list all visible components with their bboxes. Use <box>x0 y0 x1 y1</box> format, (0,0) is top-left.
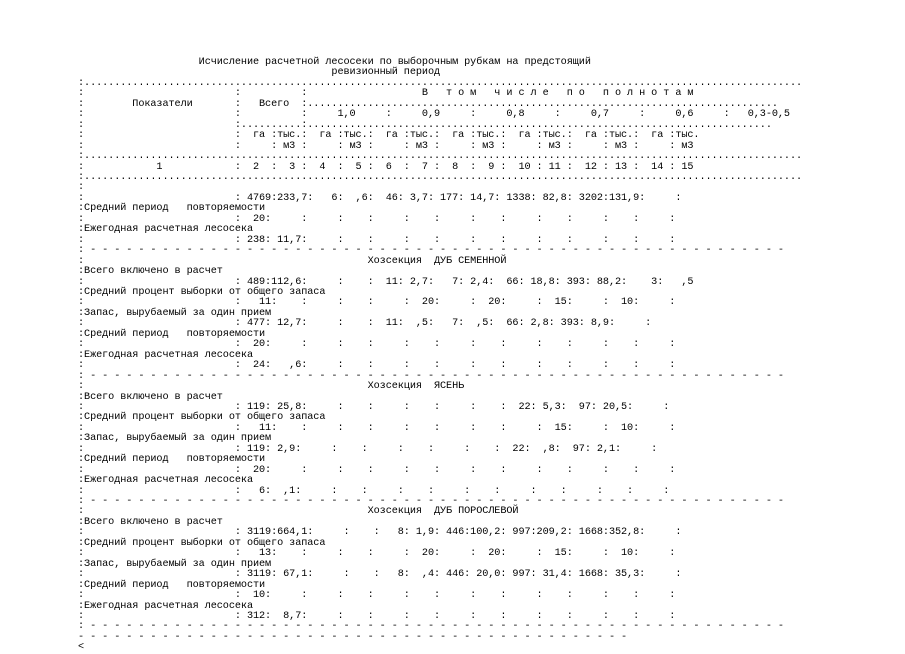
report-line: : : га :тыс.: га :тыс.: га :тыс.: га :тыс.: га :тыс.: га :тыс.: га :тыс. <box>78 130 700 142</box>
report-line: :Всего включено в расчет <box>78 516 223 528</box>
report-line: :....................................................................................................................... <box>78 171 803 183</box>
report-line: :Средний процент выборки от общего запаса <box>78 412 326 424</box>
report-line: Исчисление расчетной лесосеки по выборочным рубкам на предстоящий <box>78 57 591 68</box>
report-line: : : 312: 8,7: : : : : : : : : : : : <box>78 611 676 623</box>
report-line: : <box>78 182 85 194</box>
report-line: : : 4769:233,7: 6: ,6: 46: 3,7: 177: 14,7: 1338: 82,8: 3202:131,9: : <box>78 192 682 204</box>
report-line: :Запас, вырубаемый за один прием <box>78 433 272 445</box>
report-line: :Средний период повторяемости <box>78 579 266 591</box>
report-line: : : 238: 11,7: : : : : : : : : : : : <box>78 234 676 246</box>
report-line: :....................................................................................................................... <box>78 151 803 163</box>
report-line: :Ежегодная расчетная лесосека <box>78 600 253 612</box>
report-line: :Ежегодная расчетная лесосека <box>78 224 253 236</box>
report-line: : : 489:112,6: : : 11: 2,7: 7: 2,4: 66: 18,8: 393: 88,2: 3: ,5 <box>78 276 694 288</box>
report-line: : Хозсекция ДУБ СЕМЕННОЙ <box>78 255 507 267</box>
report-line: : : 11: : : : : 20: : 20: : 15: : 10: : <box>78 297 676 309</box>
report-line: :Запас, вырубаемый за один прием <box>78 558 272 570</box>
report-line: : - - - - - - - - - - - - - - - - - - - - - - - - - - - - - - - - - - - - - - - - - - - - - - - - - - - - - - - - - - <box>78 496 784 508</box>
report-line: :Запас, вырубаемый за один прием <box>78 307 272 319</box>
report-line: : - - - - - - - - - - - - - - - - - - - - - - - - - - - - - - - - - - - - - - - - - - - - - - - - - - - - - - - - - - <box>78 370 784 382</box>
report-line: : Показатели : Всего :.............................................................................. <box>78 98 778 110</box>
report-line: :Средний процент выборки от общего запаса <box>78 286 326 298</box>
report-line: : : : м3 : : м3 : : м3 : : м3 : : м3 : : м3 : : м3 <box>78 140 694 152</box>
report-line: :....................................................................................................................... <box>78 77 803 89</box>
report-line: :Ежегодная расчетная лесосека <box>78 475 253 487</box>
report-line: : : 6: ,1: : : : : : : : : : : : <box>78 485 670 497</box>
report-line: - - - - - - - - - - - - - - - - - - - - - - - - - - - - - - - - - - - - - - - - - - - - - - <box>78 631 628 643</box>
report-line: : : 20: : : : : : : : : : : : : <box>78 213 676 225</box>
report-line: : : 10: : : : : : : : : : : : : <box>78 590 676 602</box>
report-line: :Ежегодная расчетная лесосека <box>78 349 253 361</box>
report-line: : : 3119: 67,1: : : 8: ,4: 446: 20,0: 997: 31,4: 1668: 35,3: : <box>78 569 682 581</box>
report-line: : : 119: 25,8: : : : : : : 22: 5,3: 97: 20,5: : <box>78 401 670 413</box>
report-line: :Всего включено в расчет <box>78 266 223 278</box>
report-line: < <box>78 642 85 654</box>
report-line: : : 24: ,6: : : : : : : : : : : : <box>78 360 676 372</box>
report-line: : 1 : 2 : 3 : 4 : 5 : 6 : 7 : 8 : 9 : 10 : 11 : 12 : 13 : 14 : 15 <box>78 161 694 173</box>
report-line: :Средний период повторяемости <box>78 328 266 340</box>
report-line: : : 477: 12,7: : : 11: ,5: 7: ,5: 66: 2,8: 393: 8,9: : <box>78 318 652 330</box>
report-line: : - - - - - - - - - - - - - - - - - - - - - - - - - - - - - - - - - - - - - - - - - - - - - - - - - - - - - - - - - - <box>78 245 784 257</box>
report-line: :Средний период повторяемости <box>78 203 266 215</box>
report-line: : :..........:............................................................................. <box>78 119 772 131</box>
forest-harvest-report <box>78 58 802 654</box>
report-line: : : 20: : : : : : : : : : : : : <box>78 464 676 476</box>
report-line: : : 11: : : : : : : : : 15: : 10: : <box>78 422 676 434</box>
report-line: : : 20: : : : : : : : : : : : : <box>78 339 676 351</box>
report-line: : Хозсекция ЯСЕНЬ <box>78 381 465 393</box>
report-line: : : 13: : : : : 20: : 20: : 15: : 10: : <box>78 548 676 560</box>
report-line: ревизионный период <box>78 67 441 79</box>
report-line: : : : 1,0 : 0,9 : 0,8 : 0,7 : 0,6 : 0,3-0,5 <box>78 109 790 121</box>
report-line: : : : В т о м ч и с л е п о п о л н о т а м <box>78 88 694 100</box>
report-line: :Средний процент выборки от общего запаса <box>78 537 326 549</box>
report-line: : - - - - - - - - - - - - - - - - - - - - - - - - - - - - - - - - - - - - - - - - - - - - - - - - - - - - - - - - - - <box>78 621 784 633</box>
report-line: : : 3119:664,1: : : 8: 1,9: 446:100,2: 997:209,2: 1668:352,8: : <box>78 527 682 539</box>
report-line: : : 119: 2,9: : : : : : : 22: ,8: 97: 2,1: : <box>78 443 658 455</box>
report-line: :Средний период повторяемости <box>78 454 266 466</box>
report-line: :Всего включено в расчет <box>78 391 223 403</box>
report-line: : Хозсекция ДУБ ПОРОСЛЕВОЙ <box>78 506 519 518</box>
